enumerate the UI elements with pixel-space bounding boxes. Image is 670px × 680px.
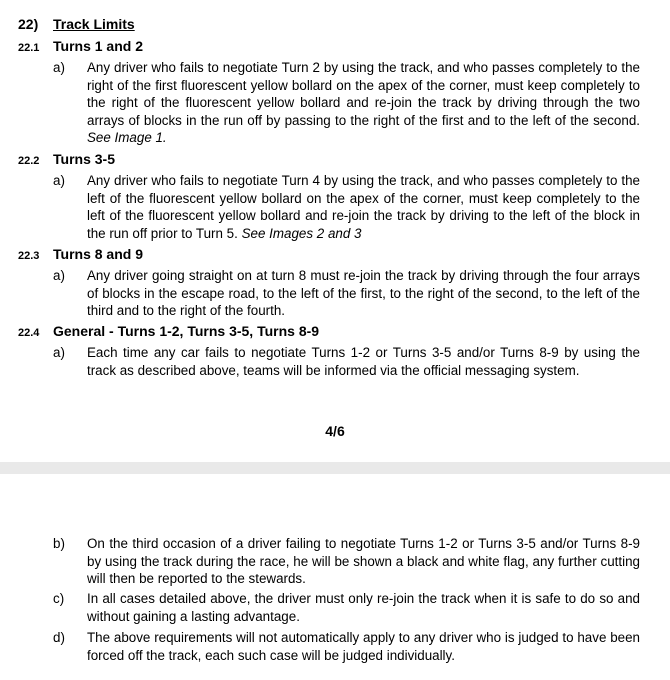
- clause-letter: c): [53, 591, 65, 606]
- subsection-number: 22.4: [18, 327, 40, 339]
- clause-22-2-a: [50, 172, 640, 242]
- subsection-heading-22-4: [18, 323, 319, 343]
- clause-letter: a): [53, 345, 65, 360]
- subsection-heading-22-1: [18, 38, 143, 58]
- clause-text: Each time any car fails to negotiate Turns 1-2 or Turns 3-5 and/or Turns 8-9 by using the track as described above, teams will be informed via the official messaging system.: [87, 345, 640, 378]
- clause-text: Any driver going straight on at turn 8 must re-join the track by driving through the four arrays of blocks in the escape road, to the left of the first, to the right of the second, to the left of the third and to the right of the fourth.: [87, 268, 640, 319]
- subsection-title: Turns 1 and 2: [53, 38, 143, 54]
- clause-text: Any driver who fails to negotiate Turn 4 by using the track, and who passes completely to the left of the fluorescent yellow bollard on the apex of the corner, must keep completely to the left of the fluorescent yellow bollard and re-join the track by driving to the left of the block in the run off prior to Turn 5.: [87, 173, 640, 241]
- clause-text: On the third occasion of a driver failing to negotiate Turns 1-2 or Turns 3-5 and/or Turns 8-9 by using the track during the race, he will be shown a black and white flag, any further cutting will then be reported to the stewards.: [87, 536, 640, 587]
- clause-letter: b): [53, 536, 65, 551]
- subsection-number: 22.3: [18, 250, 40, 262]
- clause-text: In all cases detailed above, the driver must only re-join the track when it is safe to do so and without gaining a lasting advantage.: [87, 591, 640, 624]
- clause-letter: a): [53, 268, 65, 283]
- subsection-number: 22.1: [18, 42, 40, 54]
- subsection-heading-22-2: [18, 151, 115, 171]
- clause-letter: d): [53, 630, 65, 645]
- page-number: 4/6: [325, 423, 345, 439]
- clause-22-4-b: [50, 535, 640, 588]
- clause-letter: a): [53, 60, 65, 75]
- section-heading: [18, 16, 135, 34]
- section-title: Track Limits: [53, 16, 135, 32]
- subsection-number: 22.2: [18, 155, 40, 167]
- subsection-title: Turns 3-5: [53, 151, 115, 167]
- subsection-title: Turns 8 and 9: [53, 246, 143, 262]
- subsection-heading-22-3: [18, 246, 143, 266]
- clause-text: Any driver who fails to negotiate Turn 2 by using the track, and who passes completely to the right of the first fluorescent yellow bollard on the apex of the corner, must keep completely to the right of the fluorescent yellow bollard and re-join the track by driving through the two arrays of blocks in the run off by passing to the right of the first and to the left of the second.: [87, 60, 640, 128]
- clause-text: The above requirements will not automatically apply to any driver who is judged to have been forced off the track, each such case will be judged individually.: [87, 630, 640, 663]
- document-page-5: [0, 474, 670, 680]
- image-reference: See Images 2 and 3: [241, 225, 362, 241]
- clause-22-1-a: [50, 59, 640, 147]
- clause-22-4-d: [50, 629, 640, 664]
- clause-22-4-a: [50, 344, 640, 379]
- section-number: 22): [18, 16, 39, 32]
- subsection-title: General - Turns 1-2, Turns 3-5, Turns 8-9: [53, 323, 320, 339]
- image-reference: See Image 1.: [87, 130, 167, 146]
- clause-letter: a): [53, 173, 65, 188]
- clause-22-4-c: [50, 590, 640, 625]
- page-separator: [0, 462, 670, 474]
- clause-22-3-a: [50, 267, 640, 320]
